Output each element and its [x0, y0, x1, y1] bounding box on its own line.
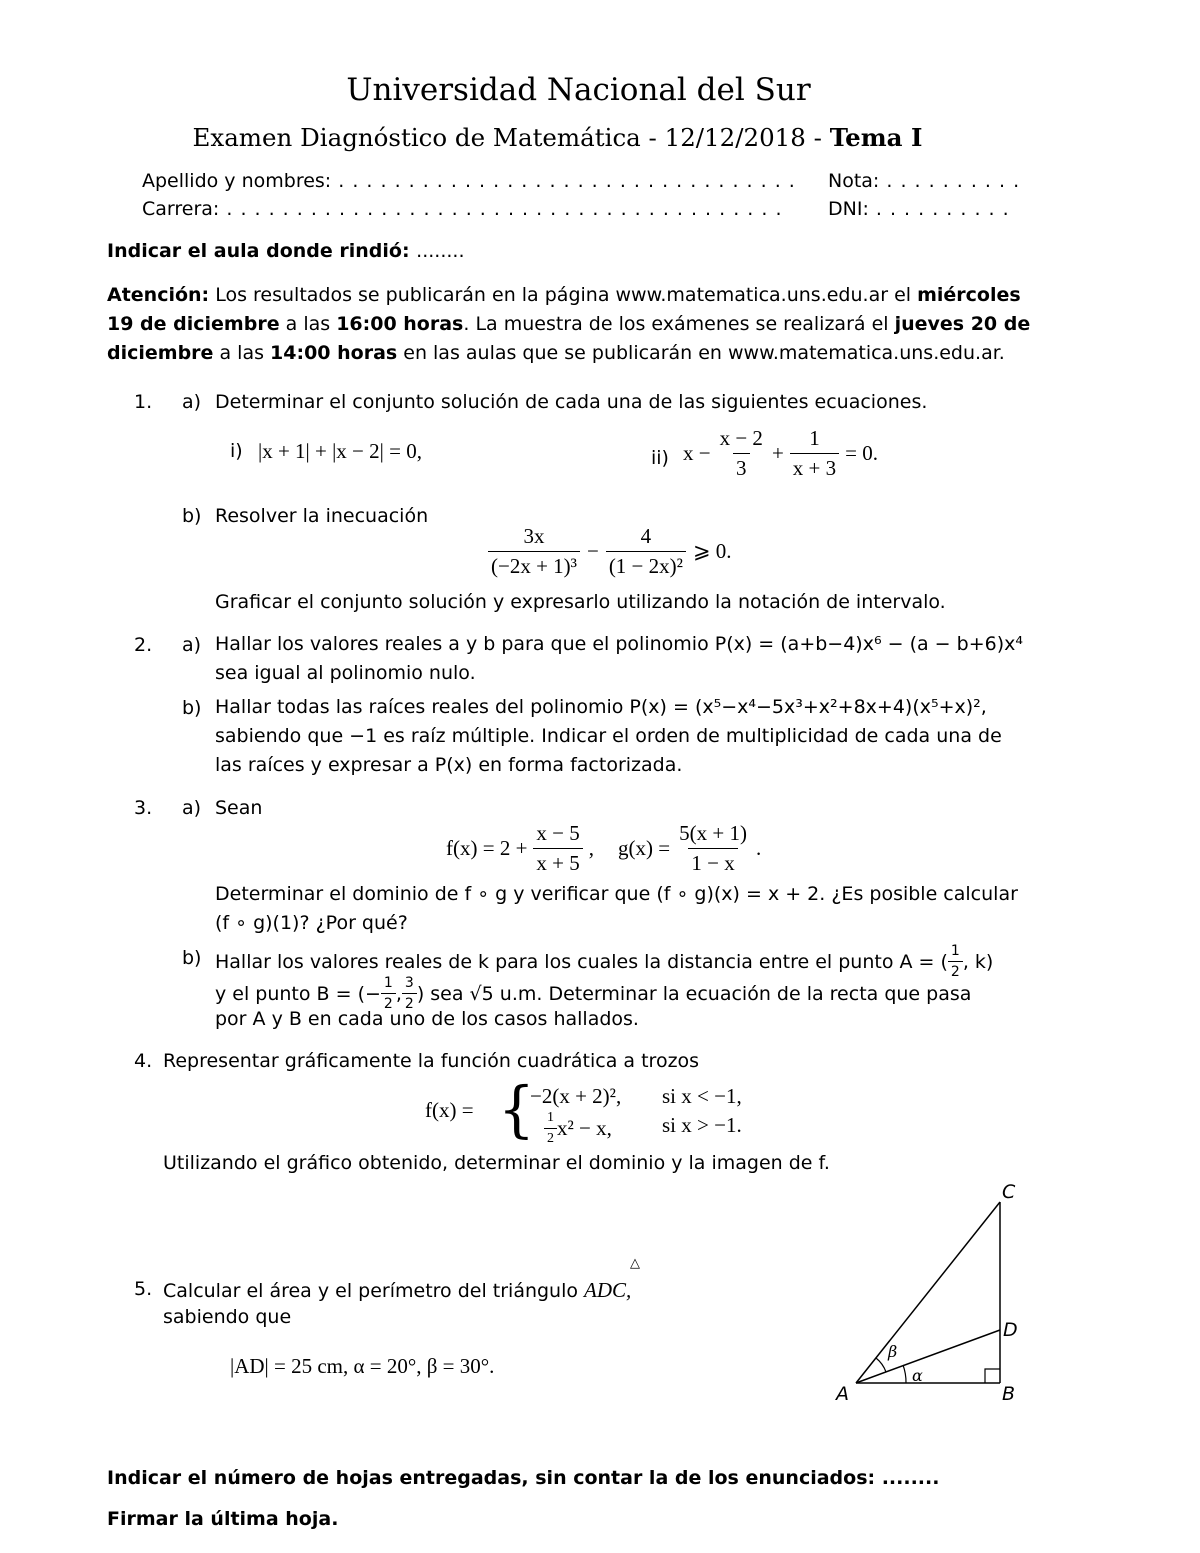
q3b-line2: y el punto B = (− $\frac{1}{2}$ , $\frac{3}{2}$ ) sea √5 u.m. Determinar la ecuación de la recta que pasa: [215, 975, 972, 1012]
right-angle-mark: [985, 1369, 1000, 1383]
fraction: $\frac{3}{2}$: [402, 975, 417, 1012]
fraction: $\frac{x - 5}{x + 5}$: [533, 821, 582, 876]
q5-given: |AD| = 25 cm, α = 20°, β = 30°.: [230, 1354, 495, 1378]
label-beta: β: [888, 1342, 898, 1361]
name-field[interactable]: Apellido y nombres: . . . . . . . . . . . . . . . . . . . . . . . . . . . . . . . . .: [142, 170, 796, 192]
label-alpha: α: [912, 1366, 923, 1385]
q3-functions: f(x) = 2 + $\frac{x - 5}{x + 5}$ , g(x) = $\frac{5(x + 1)}{1 - x}$ .: [446, 821, 762, 875]
q1-number: 1.: [134, 391, 153, 413]
q1-i-label: i): [230, 440, 243, 462]
notice-paragraph: Atención: Los resultados se publicarán en la página www.matematica.uns.edu.ar el miércoles 19 de diciembre a las 16:00 horas. La muestra de los exámenes se realizará el jueves 20 de diciembre a las 14:00 horas en las aulas que se publicarán en www.matematica.uns.edu.ar.: [107, 284, 1031, 364]
q4-text2: Utilizando el gráfico obtenido, determinar el dominio y la imagen de f.: [163, 1152, 830, 1174]
q5-line2: sabiendo que: [163, 1306, 292, 1328]
label-c: C: [1002, 1181, 1016, 1203]
q4-case1-cond: si x < −1,: [662, 1084, 742, 1108]
q4-case1: −2(x + 2)²,: [530, 1084, 622, 1108]
q3a-text: Sean: [215, 797, 263, 819]
fraction: $\frac{4}{\text{(1 − 2x)²}}$: [606, 524, 686, 579]
fraction: $\frac{5(x + 1)}{1 - x}$: [679, 821, 747, 875]
q3a-label: a): [182, 797, 202, 819]
q2a-text: Hallar los valores reales a y b para que el polinomio P(x) = (a+b−4)x⁶ − (a − b+6)x⁴ sea igual al polinomio nulo.: [215, 633, 1023, 684]
classroom-line[interactable]: Indicar el aula donde rindió: ........: [107, 240, 465, 262]
sign-instruction: Firmar la última hoja.: [107, 1508, 339, 1530]
exam-topic: Tema I: [829, 123, 923, 152]
q1-ii-label: ii): [651, 447, 669, 469]
q4-brace: {: [498, 1073, 535, 1145]
q2b-text: Hallar todas las raíces reales del polinomio P(x) = (x⁵−x⁴−5x³+x²+8x+4)(x⁵+x)², sabiendo que −1 es raíz múltiple. Indicar el orden de multiplicidad de cada una de las raíces y expresar a P(x) en forma factorizada.: [215, 696, 1002, 776]
q4-case2: $\frac{1}{2}$ x² − x,: [544, 1110, 612, 1147]
q3-number: 3.: [134, 797, 153, 819]
q1b-text: Resolver la inecuación: [215, 505, 429, 527]
q2b-label: b): [182, 697, 202, 719]
label-b: B: [1002, 1383, 1016, 1405]
fraction: $\frac{x - 2}{3}$: [719, 426, 763, 480]
q1b-inequation: $\frac{3x}{\text{(−2x + 1)³}}$ − $\frac{4}{\text{(1 − 2x)²}}$ ⩾ 0.: [488, 524, 732, 579]
q1-i-equation: |x + 1| + |x − 2| = 0,: [258, 439, 422, 463]
q3b-label: b): [182, 947, 202, 969]
q1a-label: a): [182, 391, 202, 413]
q1-ii-equation: x − $\frac{x - 2}{3}$ + $\frac{1}{x + 3}$ = 0.: [683, 426, 878, 480]
q4-number: 4.: [134, 1050, 153, 1072]
exam-subtitle: Examen Diagnóstico de Matemática - 12/12/2018 - Tema I: [192, 123, 923, 152]
q4-lhs: f(x) =: [425, 1098, 474, 1122]
fraction: $\frac{1}{x + 3}$: [790, 426, 839, 481]
q4-case2-cond: si x > −1.: [662, 1113, 742, 1137]
q1a-text: Determinar el conjunto solución de cada una de las siguientes ecuaciones.: [215, 391, 928, 413]
label-a: A: [836, 1383, 849, 1405]
q3b-line3: por A y B en cada uno de los casos hallados.: [215, 1008, 639, 1030]
q1b-label: b): [182, 505, 202, 527]
dni-field[interactable]: DNI: . . . . . . . . . .: [828, 198, 1010, 220]
label-d: D: [1003, 1319, 1018, 1341]
sheets-count-line[interactable]: Indicar el número de hojas entregadas, sin contar la de los enunciados: ........: [107, 1467, 940, 1489]
fraction: $\frac{1}{2}$: [381, 975, 396, 1012]
fraction: $\frac{1}{2}$: [544, 1110, 557, 1147]
q3a-text2: Determinar el dominio de f ∘ g y verificar que (f ∘ g)(x) = x + 2. ¿Es posible calcular (f ∘ g)(1)? ¿Por qué?: [215, 883, 1018, 934]
triangle-symbol: △: [630, 1256, 641, 1271]
q4-text: Representar gráficamente la función cuadrática a trozos: [163, 1050, 700, 1072]
q2-number: 2.: [134, 634, 153, 656]
q2a-label: a): [182, 634, 202, 656]
career-field[interactable]: Carrera: . . . . . . . . . . . . . . . . . . . . . . . . . . . . . . . . . . . . . . . .: [142, 198, 783, 220]
triangle-figure: [820, 1175, 1060, 1415]
q5-line1: Calcular el área y el perímetro del triángulo ADC, △: [163, 1256, 641, 1302]
q1b-text2: Graficar el conjunto solución y expresarlo utilizando la notación de intervalo.: [215, 591, 946, 613]
fraction: $\frac{1}{2}$: [948, 943, 963, 980]
fraction: $\frac{3x}{\text{(−2x + 1)³}}$: [488, 524, 580, 579]
q3b-line1: Hallar los valores reales de k para los cuales la distancia entre el punto A = ( $\frac{1}{2}$ , k): [215, 943, 994, 980]
grade-field[interactable]: Nota: . . . . . . . . . .: [828, 170, 1021, 192]
q5-number: 5.: [134, 1278, 153, 1300]
university-title: Universidad Nacional del Sur: [346, 72, 811, 108]
alpha-arc: [903, 1365, 906, 1383]
beta-arc: [876, 1358, 886, 1372]
